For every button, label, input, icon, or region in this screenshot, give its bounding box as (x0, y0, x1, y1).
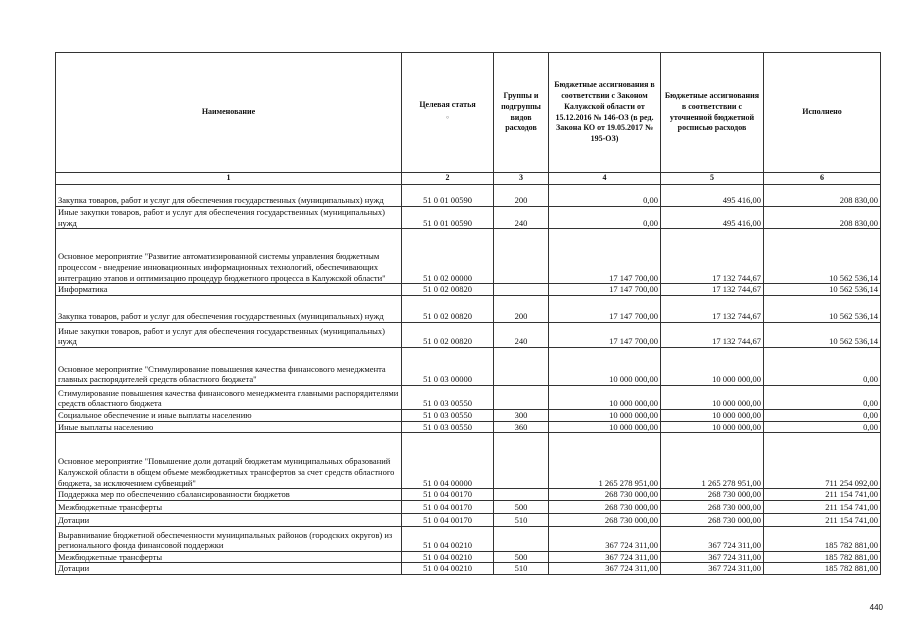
row-target-code: 51 0 03 00550 (402, 385, 494, 409)
header-target-label: Целевая статья (419, 100, 476, 110)
row-group: 200 (494, 295, 549, 322)
row-executed-amount: 185 782 881,00 (764, 551, 881, 563)
column-number: 1 (56, 173, 402, 185)
row-target-code: 51 0 04 00170 (402, 513, 494, 526)
row-target-code: 51 0 02 00820 (402, 295, 494, 322)
header-executed: Исполнено (764, 53, 881, 173)
row-refined-amount: 17 132 744,67 (661, 322, 764, 347)
table-row (56, 385, 881, 409)
row-name: Выравнивание бюджетной обеспеченности муниципальных районов (городских округов) из регионального фонда финансовой поддержки (56, 526, 402, 551)
row-law-amount: 268 730 000,00 (549, 500, 661, 513)
row-name: Межбюджетные трансферты (56, 500, 402, 513)
row-target-code: 51 0 04 00000 (402, 433, 494, 489)
row-law-amount: 268 730 000,00 (549, 513, 661, 526)
row-law-amount: 367 724 311,00 (549, 551, 661, 563)
row-refined-amount: 268 730 000,00 (661, 500, 764, 513)
row-executed-amount: 185 782 881,00 (764, 526, 881, 551)
column-number: 5 (661, 173, 764, 185)
row-law-amount: 10 000 000,00 (549, 409, 661, 421)
row-name: Межбюджетные трансферты (56, 551, 402, 563)
row-law-amount: 17 147 700,00 (549, 295, 661, 322)
row-executed-amount: 10 562 536,14 (764, 284, 881, 296)
row-group: 240 (494, 322, 549, 347)
row-refined-amount: 367 724 311,00 (661, 563, 764, 575)
table-row (56, 433, 881, 489)
table-row (56, 229, 881, 284)
row-law-amount: 1 265 278 951,00 (549, 433, 661, 489)
row-group: 510 (494, 513, 549, 526)
row-law-amount: 268 730 000,00 (549, 489, 661, 501)
row-group (494, 347, 549, 385)
column-number: 4 (549, 173, 661, 185)
row-target-code: 51 0 02 00000 (402, 229, 494, 284)
row-executed-amount: 10 562 536,14 (764, 295, 881, 322)
row-name: Закупка товаров, работ и услуг для обеспечения государственных (муниципальных) нужд (56, 185, 402, 207)
row-name: Иные закупки товаров, работ и услуг для обеспечения государственных (муниципальных) нужд (56, 207, 402, 229)
table-row (56, 489, 881, 501)
row-executed-amount: 208 830,00 (764, 207, 881, 229)
row-target-code: 51 0 03 00000 (402, 347, 494, 385)
row-refined-amount: 17 132 744,67 (661, 295, 764, 322)
row-name: Иные выплаты населению (56, 421, 402, 433)
header-name: Наименование (56, 53, 402, 173)
row-refined-amount: 17 132 744,67 (661, 229, 764, 284)
column-number-row (56, 173, 881, 185)
column-number: 2 (402, 173, 494, 185)
row-group: 300 (494, 409, 549, 421)
table-row (56, 322, 881, 347)
table-row (56, 563, 881, 575)
row-executed-amount: 211 154 741,00 (764, 513, 881, 526)
row-executed-amount: 0,00 (764, 385, 881, 409)
row-group: 200 (494, 185, 549, 207)
row-refined-amount: 1 265 278 951,00 (661, 433, 764, 489)
row-refined-amount: 268 730 000,00 (661, 489, 764, 501)
header-law-allocation: Бюджетные ассигнования в соответствии с Законом Калужской области от 15.12.2016 № 146-ОЗ (в ред. Закона КО от 19.05.2017 № 195-ОЗ) (549, 53, 661, 173)
row-name: Дотации (56, 563, 402, 575)
row-target-code: 51 0 04 00170 (402, 500, 494, 513)
row-group (494, 385, 549, 409)
row-refined-amount: 268 730 000,00 (661, 513, 764, 526)
row-name: Иные закупки товаров, работ и услуг для обеспечения государственных (муниципальных) нужд (56, 322, 402, 347)
row-executed-amount: 211 154 741,00 (764, 489, 881, 501)
row-law-amount: 10 000 000,00 (549, 347, 661, 385)
column-number: 3 (494, 173, 549, 185)
row-target-code: 51 0 03 00550 (402, 409, 494, 421)
row-executed-amount: 185 782 881,00 (764, 563, 881, 575)
row-refined-amount: 10 000 000,00 (661, 409, 764, 421)
row-group: 500 (494, 500, 549, 513)
row-group (494, 284, 549, 296)
row-target-code: 51 0 04 00210 (402, 551, 494, 563)
row-name: Дотации (56, 513, 402, 526)
row-refined-amount: 10 000 000,00 (661, 347, 764, 385)
header-refined-allocation: Бюджетные ассигнования в соответствии с уточненной бюджетной росписью расходов (661, 53, 764, 173)
row-group: 510 (494, 563, 549, 575)
row-refined-amount: 367 724 311,00 (661, 551, 764, 563)
dot-mark: ° (446, 115, 449, 124)
table-row (56, 500, 881, 513)
row-target-code: 51 0 03 00550 (402, 421, 494, 433)
row-name: Основное мероприятие "Повышение доли дотаций бюджетам муниципальных образований Калужской области в общем объеме межбюджетных трансфертов за счет средств областного бюджета, за исключением субвенций" (56, 433, 402, 489)
table-row (56, 207, 881, 229)
row-law-amount: 17 147 700,00 (549, 322, 661, 347)
row-group (494, 229, 549, 284)
table-row (56, 284, 881, 296)
table-row (56, 347, 881, 385)
budget-table (55, 52, 881, 575)
table-row (56, 551, 881, 563)
table-row (56, 421, 881, 433)
row-target-code: 51 0 01 00590 (402, 185, 494, 207)
row-refined-amount: 367 724 311,00 (661, 526, 764, 551)
row-refined-amount: 495 416,00 (661, 185, 764, 207)
row-name: Социальное обеспечение и иные выплаты населению (56, 409, 402, 421)
table-row (56, 526, 881, 551)
row-group (494, 526, 549, 551)
header-groups: Группы и подгруппы видов расходов (494, 53, 549, 173)
page-number: 440 (869, 603, 883, 612)
row-law-amount: 17 147 700,00 (549, 229, 661, 284)
table-row (56, 295, 881, 322)
row-name: Основное мероприятие "Стимулирование повышения качества финансового менеджмента главных распорядителей средств областного бюджета" (56, 347, 402, 385)
row-group: 360 (494, 421, 549, 433)
row-target-code: 51 0 04 00210 (402, 526, 494, 551)
row-name: Информатика (56, 284, 402, 296)
row-executed-amount: 711 254 092,00 (764, 433, 881, 489)
row-law-amount: 0,00 (549, 207, 661, 229)
row-law-amount: 17 147 700,00 (549, 284, 661, 296)
row-law-amount: 10 000 000,00 (549, 385, 661, 409)
row-executed-amount: 0,00 (764, 409, 881, 421)
table-row (56, 185, 881, 207)
row-refined-amount: 10 000 000,00 (661, 421, 764, 433)
row-law-amount: 10 000 000,00 (549, 421, 661, 433)
row-law-amount: 367 724 311,00 (549, 526, 661, 551)
row-executed-amount: 10 562 536,14 (764, 229, 881, 284)
header-target-article (402, 53, 494, 173)
row-executed-amount: 0,00 (764, 347, 881, 385)
row-name: Поддержка мер по обеспечению сбалансированности бюджетов (56, 489, 402, 501)
row-executed-amount: 211 154 741,00 (764, 500, 881, 513)
row-name: Основное мероприятие "Развитие автоматизированной системы управления бюджетным процессом - внедрение инновационных информационных технологий, обеспечивающих интеграцию этапов и оптимизацию процедур бюджетного процесса в Калужской области" (56, 229, 402, 284)
header-row (56, 53, 881, 173)
row-group (494, 433, 549, 489)
row-executed-amount: 208 830,00 (764, 185, 881, 207)
row-law-amount: 0,00 (549, 185, 661, 207)
row-group: 240 (494, 207, 549, 229)
row-target-code: 51 0 02 00820 (402, 284, 494, 296)
row-executed-amount: 10 562 536,14 (764, 322, 881, 347)
row-law-amount: 367 724 311,00 (549, 563, 661, 575)
table-row (56, 409, 881, 421)
row-refined-amount: 10 000 000,00 (661, 385, 764, 409)
row-refined-amount: 495 416,00 (661, 207, 764, 229)
row-target-code: 51 0 01 00590 (402, 207, 494, 229)
column-number: 6 (764, 173, 881, 185)
row-name: Стимулирование повышения качества финансового менеджмента главными распорядителями средств областного бюджета (56, 385, 402, 409)
row-group: 500 (494, 551, 549, 563)
row-executed-amount: 0,00 (764, 421, 881, 433)
row-refined-amount: 17 132 744,67 (661, 284, 764, 296)
table-row (56, 513, 881, 526)
row-group (494, 489, 549, 501)
row-target-code: 51 0 04 00170 (402, 489, 494, 501)
row-target-code: 51 0 04 00210 (402, 563, 494, 575)
row-target-code: 51 0 02 00820 (402, 322, 494, 347)
row-name: Закупка товаров, работ и услуг для обеспечения государственных (муниципальных) нужд (56, 295, 402, 322)
